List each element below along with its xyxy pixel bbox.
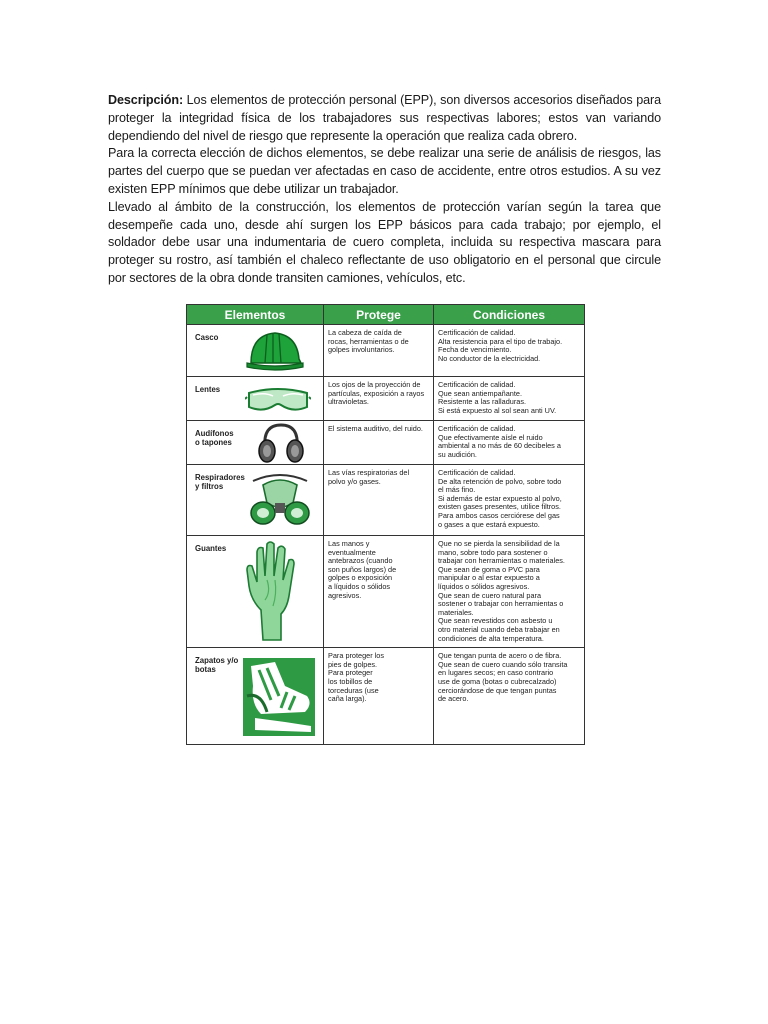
elemento-cell: [187, 377, 324, 421]
helmet-icon: [245, 329, 305, 373]
glove-icon: [245, 540, 297, 644]
elemento-cell: [187, 465, 324, 536]
condiciones-cell: Certificación de calidad. De alta retención de polvo, sobre todo el más fino. Si además de estar expuesto al polvo, existen gases presentes, utilice filtros. Para ambos casos cerciórese del gas o gases a que estará expuesto.: [434, 465, 585, 536]
table-header-row: [187, 305, 585, 325]
elemento-label: Audífonos o tapones: [195, 429, 234, 447]
elemento-label: Respiradores y filtros: [195, 473, 245, 491]
protege-cell: Las vías respiratorias del polvo y/o gases.: [324, 465, 434, 536]
protege-cell: Los ojos de la proyección de partículas, exposición a rayos ultravioletas.: [324, 377, 434, 421]
description-text: [108, 92, 661, 288]
elemento-label: Zapatos y/o botas: [195, 656, 239, 674]
elemento-label: Casco: [195, 333, 219, 342]
boots-icon: [241, 656, 317, 738]
condiciones-cell: Certificación de calidad. Que efectivamente aísle el ruido ambiental a no más de 60 decibeles a su audición.: [434, 421, 585, 465]
condiciones-cell: Que no se pierda la sensibilidad de la mano, sobre todo para sostener o trabajar con herramientas o materiales. Que sean de goma o PVC para manipular o al estar expuesto a líquidos o sólidos agresivos. Que sean de cuero natural para sostener o trabajar con herramientas o materiales. Que sean revestidos con asbesto u otro material cuando deba trabajar en condiciones de alta temperatura.: [434, 536, 585, 648]
condiciones-cell: Que tengan punta de acero o de fibra. Que sean de cuero cuando sólo transita en lugares secos; en caso contrario use de goma (botas o cubrecalzado) cerciorándose de que tengan puntas de acero.: [434, 648, 585, 745]
protege-cell: El sistema auditivo, del ruido.: [324, 421, 434, 465]
header-protege: Protege: [324, 305, 434, 325]
table-row: [187, 465, 585, 536]
earmuffs-icon: [255, 423, 305, 465]
elemento-cell: [187, 648, 324, 745]
paragraph-construction: Llevado al ámbito de la construcción, los elementos de protección varían según la tarea que desempeñe cada uno, desde ahí surgen los EPP básicos para cada trabajo; por ejemplo, el soldador debe usar una indumentaria de cuero completa, incluida su respectiva mascara para proteger su rostro, así también el chaleco reflectante de uso obligatorio en el personal que circule por sectores de la obra donde transiten camiones, vehículos, etc.: [108, 199, 661, 285]
table-row: [187, 325, 585, 377]
paragraph-selection: Para la correcta elección de dichos elementos, se debe realizar una serie de análisis de riesgos, las partes del cuerpo que se puedan ver afectadas en caso de accidente, entre otros estudios. A su vez existen EPP mínimos que debe utilizar un trabajador.: [108, 146, 661, 196]
goggles-icon: [245, 383, 311, 415]
elemento-cell: [187, 421, 324, 465]
condiciones-cell: Certificación de calidad. Que sean antiempañante. Resistente a las ralladuras. Si está expuesto al sol sean anti UV.: [434, 377, 585, 421]
protege-cell: Las manos y eventualmente antebrazos (cuando son puños largos) de golpes o exposición a líquidos o sólidos agresivos.: [324, 536, 434, 648]
header-condiciones: Condiciones: [434, 305, 585, 325]
description-label: Descripción:: [108, 93, 184, 107]
elemento-label: Lentes: [195, 385, 221, 394]
table-row: [187, 536, 585, 648]
respirator-icon: [249, 473, 311, 529]
protege-cell: La cabeza de caída de rocas, herramientas o de golpes involuntarios.: [324, 325, 434, 377]
epp-table: [186, 304, 585, 745]
header-elementos: Elementos: [187, 305, 324, 325]
table-row: [187, 377, 585, 421]
paragraph-text: Los elementos de protección personal (EPP), son diversos accesorios diseñados para proteger la integridad física de los trabajadores sus respectivas labores; estos van variando dependiendo del nivel de riesgo que represente la operación que realiza cada obrero.: [108, 93, 661, 143]
elemento-label: Guantes: [195, 544, 227, 553]
elemento-cell: [187, 536, 324, 648]
elemento-cell: [187, 325, 324, 377]
protege-cell: Para proteger los pies de golpes. Para proteger los tobillos de torceduras (use caña larga).: [324, 648, 434, 745]
condiciones-cell: Certificación de calidad. Alta resistencia para el tipo de trabajo. Fecha de vencimiento. No conductor de la electricidad.: [434, 325, 585, 377]
table-row: [187, 421, 585, 465]
table-row: [187, 648, 585, 745]
paragraph-description: [108, 92, 661, 145]
